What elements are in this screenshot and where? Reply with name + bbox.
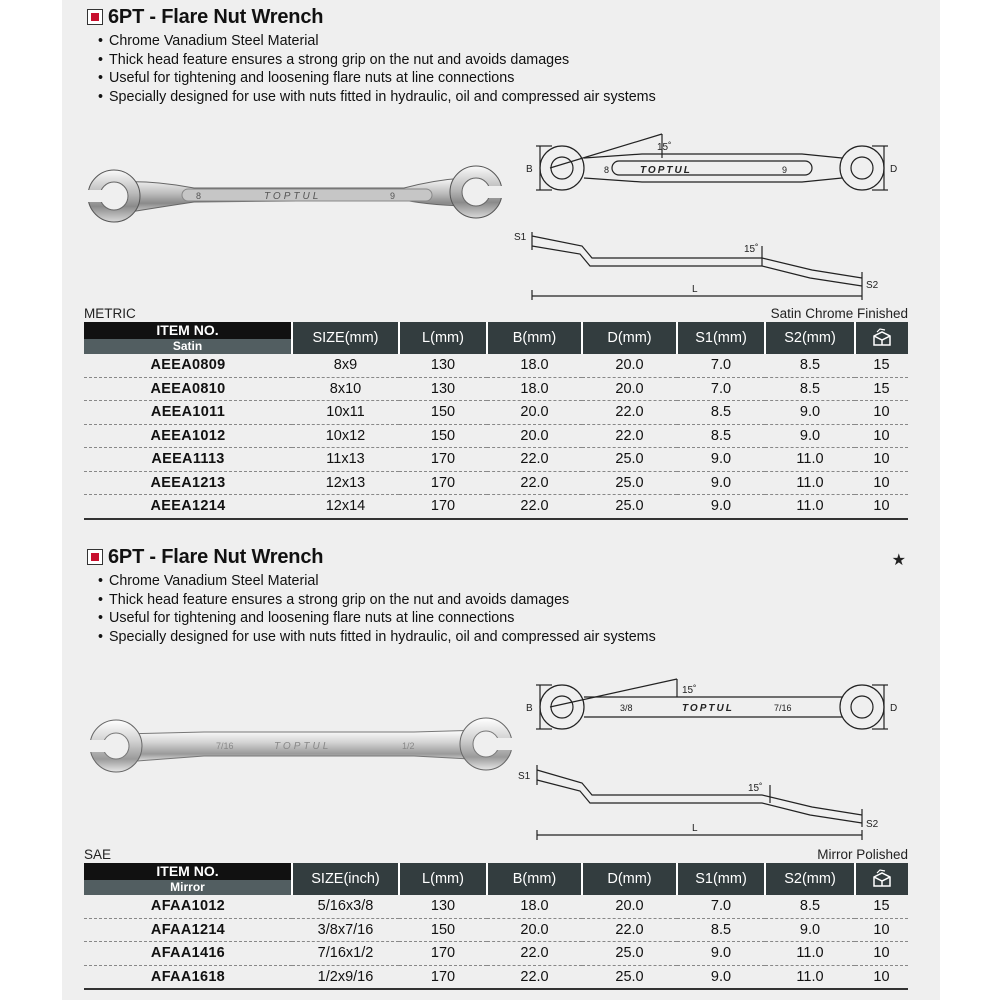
header-item-no-label: ITEM NO. xyxy=(84,322,291,339)
d-cell: 25.0 xyxy=(582,448,677,472)
b-cell: 18.0 xyxy=(487,377,582,401)
item-no-cell: AFAA1012 xyxy=(84,895,292,918)
header-size: SIZE(inch) xyxy=(292,863,399,895)
d-cell: 20.0 xyxy=(582,354,677,377)
qty-cell: 10 xyxy=(855,424,908,448)
feature-item: • Useful for tightening and loosening flare nuts at line connections xyxy=(98,609,656,628)
table-row xyxy=(84,424,908,448)
l-cell: 150 xyxy=(399,401,487,425)
b-cell: 22.0 xyxy=(487,495,582,519)
item-no-cell: AFAA1618 xyxy=(84,965,292,989)
qty-cell: 15 xyxy=(855,895,908,918)
drawing-brand: TOPTUL xyxy=(682,703,734,714)
qty-cell: 10 xyxy=(855,495,908,519)
s1-cell: 7.0 xyxy=(677,377,765,401)
l-cell: 170 xyxy=(399,942,487,966)
finish-label: Satin Chrome Finished xyxy=(770,306,908,321)
feature-item: • Useful for tightening and loosening flare nuts at line connections xyxy=(98,69,656,88)
b-cell: 22.0 xyxy=(487,942,582,966)
size-cell: 11x13 xyxy=(292,448,399,472)
header-qty xyxy=(855,863,908,895)
drawing-angle-side: 15˚ xyxy=(744,244,759,255)
item-no-cell: AEEA1214 xyxy=(84,495,292,519)
l-cell: 150 xyxy=(399,424,487,448)
feature-item: • Thick head feature ensures a strong grip on the nut and avoids damages xyxy=(98,591,656,610)
d-cell: 22.0 xyxy=(582,424,677,448)
drawing-size-left: 3/8 xyxy=(620,703,633,713)
b-cell: 22.0 xyxy=(487,448,582,472)
size-cell: 8x9 xyxy=(292,354,399,377)
s2-cell: 9.0 xyxy=(765,424,855,448)
item-no-cell: AEEA0809 xyxy=(84,354,292,377)
header-l: L(mm) xyxy=(399,863,487,895)
spec-table xyxy=(84,863,908,990)
size-cell: 12x13 xyxy=(292,471,399,495)
feature-item: • Specially designed for use with nuts fitted in hydraulic, oil and compressed air systems xyxy=(98,628,656,647)
drawing-size-right: 7/16 xyxy=(774,703,792,713)
s2-cell: 8.5 xyxy=(765,354,855,377)
l-cell: 170 xyxy=(399,965,487,989)
finish-label: Mirror Polished xyxy=(817,847,908,862)
dim-b-label: B xyxy=(526,164,533,175)
size-cell: 5/16x3/8 xyxy=(292,895,399,918)
drawing-size-right: 9 xyxy=(782,165,788,175)
s2-cell: 11.0 xyxy=(765,942,855,966)
qty-cell: 10 xyxy=(855,471,908,495)
item-no-cell: AEEA0810 xyxy=(84,377,292,401)
photo-brand: TOPTUL xyxy=(264,191,322,202)
qty-cell: 10 xyxy=(855,965,908,989)
table-row xyxy=(84,354,908,377)
size-cell: 3/8x7/16 xyxy=(292,918,399,942)
s1-cell: 7.0 xyxy=(677,354,765,377)
header-finish-label: Mirror xyxy=(84,880,291,895)
l-cell: 130 xyxy=(399,895,487,918)
package-box-icon xyxy=(871,869,893,889)
wrench-photo xyxy=(84,160,514,240)
section-title-text: 6PT - Flare Nut Wrench xyxy=(108,545,324,568)
spec-table-container xyxy=(84,846,908,996)
table-row xyxy=(84,377,908,401)
drawing-size-left: 8 xyxy=(604,165,610,175)
table-row xyxy=(84,448,908,472)
dim-s2-label: S2 xyxy=(866,280,879,291)
header-s1: S1(mm) xyxy=(677,863,765,895)
table-row xyxy=(84,401,908,425)
table-row xyxy=(84,965,908,989)
photo-brand: TOPTUL xyxy=(274,741,332,752)
catalog-page xyxy=(62,0,940,1000)
header-s2: S2(mm) xyxy=(765,863,855,895)
size-cell: 7/16x1/2 xyxy=(292,942,399,966)
b-cell: 22.0 xyxy=(487,965,582,989)
header-finish-label: Satin xyxy=(84,339,291,354)
feature-list xyxy=(98,32,656,106)
table-row xyxy=(84,495,908,519)
section-title-text: 6PT - Flare Nut Wrench xyxy=(108,5,324,28)
s1-cell: 9.0 xyxy=(677,471,765,495)
s1-cell: 8.5 xyxy=(677,401,765,425)
drawing-angle-side: 15˚ xyxy=(748,783,763,794)
table-row xyxy=(84,471,908,495)
feature-item: • Thick head feature ensures a strong grip on the nut and avoids damages xyxy=(98,51,656,70)
qty-cell: 10 xyxy=(855,942,908,966)
photo-size-left: 8 xyxy=(196,191,202,201)
s1-cell: 9.0 xyxy=(677,965,765,989)
spec-table xyxy=(84,322,908,520)
dim-l-label: L xyxy=(692,284,698,295)
item-no-cell: AFAA1416 xyxy=(84,942,292,966)
item-no-cell: AEEA1213 xyxy=(84,471,292,495)
s1-cell: 8.5 xyxy=(677,424,765,448)
l-cell: 170 xyxy=(399,448,487,472)
package-box-icon xyxy=(871,328,893,348)
drawing-brand: TOPTUL xyxy=(640,165,692,176)
photo-size-right: 1/2 xyxy=(402,741,415,751)
header-item-no xyxy=(84,322,292,354)
table-header-row xyxy=(84,322,908,354)
l-cell: 150 xyxy=(399,918,487,942)
section-title xyxy=(87,6,323,28)
qty-cell: 15 xyxy=(855,354,908,377)
wrench-technical-drawing xyxy=(512,675,912,845)
dim-d-label: D xyxy=(890,164,898,175)
s1-cell: 7.0 xyxy=(677,895,765,918)
d-cell: 22.0 xyxy=(582,918,677,942)
dim-d-label: D xyxy=(890,703,898,714)
s2-cell: 11.0 xyxy=(765,965,855,989)
size-cell: 10x12 xyxy=(292,424,399,448)
header-b: B(mm) xyxy=(487,863,582,895)
d-cell: 25.0 xyxy=(582,495,677,519)
dim-l-label: L xyxy=(692,823,698,834)
header-s1: S1(mm) xyxy=(677,322,765,354)
header-size: SIZE(mm) xyxy=(292,322,399,354)
b-cell: 20.0 xyxy=(487,424,582,448)
header-item-no-label: ITEM NO. xyxy=(84,863,291,880)
s2-cell: 9.0 xyxy=(765,401,855,425)
table-row xyxy=(84,942,908,966)
header-s2: S2(mm) xyxy=(765,322,855,354)
bullet-square-icon xyxy=(87,9,103,25)
b-cell: 18.0 xyxy=(487,354,582,377)
qty-cell: 15 xyxy=(855,377,908,401)
size-cell: 8x10 xyxy=(292,377,399,401)
feature-item: • Chrome Vanadium Steel Material xyxy=(98,32,656,51)
item-no-cell: AFAA1214 xyxy=(84,918,292,942)
s2-cell: 11.0 xyxy=(765,448,855,472)
header-d: D(mm) xyxy=(582,322,677,354)
item-no-cell: AEEA1012 xyxy=(84,424,292,448)
table-row xyxy=(84,918,908,942)
size-cell: 12x14 xyxy=(292,495,399,519)
feature-item: • Chrome Vanadium Steel Material xyxy=(98,572,656,591)
l-cell: 170 xyxy=(399,495,487,519)
dim-s2-label: S2 xyxy=(866,819,879,830)
s2-cell: 8.5 xyxy=(765,377,855,401)
d-cell: 20.0 xyxy=(582,377,677,401)
dim-s1-label: S1 xyxy=(514,232,527,243)
wrench-technical-drawing xyxy=(512,128,912,303)
table-header-row xyxy=(84,863,908,895)
photo-size-right: 9 xyxy=(390,191,396,201)
s2-cell: 11.0 xyxy=(765,495,855,519)
l-cell: 130 xyxy=(399,377,487,401)
header-d: D(mm) xyxy=(582,863,677,895)
d-cell: 25.0 xyxy=(582,471,677,495)
l-cell: 170 xyxy=(399,471,487,495)
d-cell: 25.0 xyxy=(582,965,677,989)
d-cell: 20.0 xyxy=(582,895,677,918)
system-label: METRIC xyxy=(84,306,136,321)
dim-s1-label: S1 xyxy=(518,771,531,782)
d-cell: 22.0 xyxy=(582,401,677,425)
qty-cell: 10 xyxy=(855,448,908,472)
s1-cell: 9.0 xyxy=(677,448,765,472)
s1-cell: 8.5 xyxy=(677,918,765,942)
photo-size-left: 7/16 xyxy=(216,741,234,751)
dim-b-label: B xyxy=(526,703,533,714)
table-row xyxy=(84,895,908,918)
b-cell: 22.0 xyxy=(487,471,582,495)
system-label: SAE xyxy=(84,847,112,862)
qty-cell: 10 xyxy=(855,918,908,942)
spec-table-body xyxy=(84,354,908,519)
spec-table-container xyxy=(84,305,908,520)
feature-list xyxy=(98,572,656,646)
l-cell: 130 xyxy=(399,354,487,377)
section-title xyxy=(87,546,323,568)
drawing-angle-top: 15˚ xyxy=(682,685,697,696)
wrench-photo xyxy=(84,712,524,782)
size-cell: 1/2x9/16 xyxy=(292,965,399,989)
b-cell: 18.0 xyxy=(487,895,582,918)
s1-cell: 9.0 xyxy=(677,495,765,519)
s1-cell: 9.0 xyxy=(677,942,765,966)
b-cell: 20.0 xyxy=(487,918,582,942)
d-cell: 25.0 xyxy=(582,942,677,966)
header-b: B(mm) xyxy=(487,322,582,354)
header-l: L(mm) xyxy=(399,322,487,354)
drawing-angle-top: 15˚ xyxy=(657,142,672,153)
b-cell: 20.0 xyxy=(487,401,582,425)
s2-cell: 11.0 xyxy=(765,471,855,495)
feature-item: • Specially designed for use with nuts fitted in hydraulic, oil and compressed air systems xyxy=(98,88,656,107)
item-no-cell: AEEA1011 xyxy=(84,401,292,425)
star-icon: ★ xyxy=(891,552,906,569)
bullet-square-icon xyxy=(87,549,103,565)
s2-cell: 8.5 xyxy=(765,895,855,918)
header-item-no xyxy=(84,863,292,895)
s2-cell: 9.0 xyxy=(765,918,855,942)
header-qty xyxy=(855,322,908,354)
item-no-cell: AEEA1113 xyxy=(84,448,292,472)
spec-table-body xyxy=(84,895,908,989)
qty-cell: 10 xyxy=(855,401,908,425)
size-cell: 10x11 xyxy=(292,401,399,425)
